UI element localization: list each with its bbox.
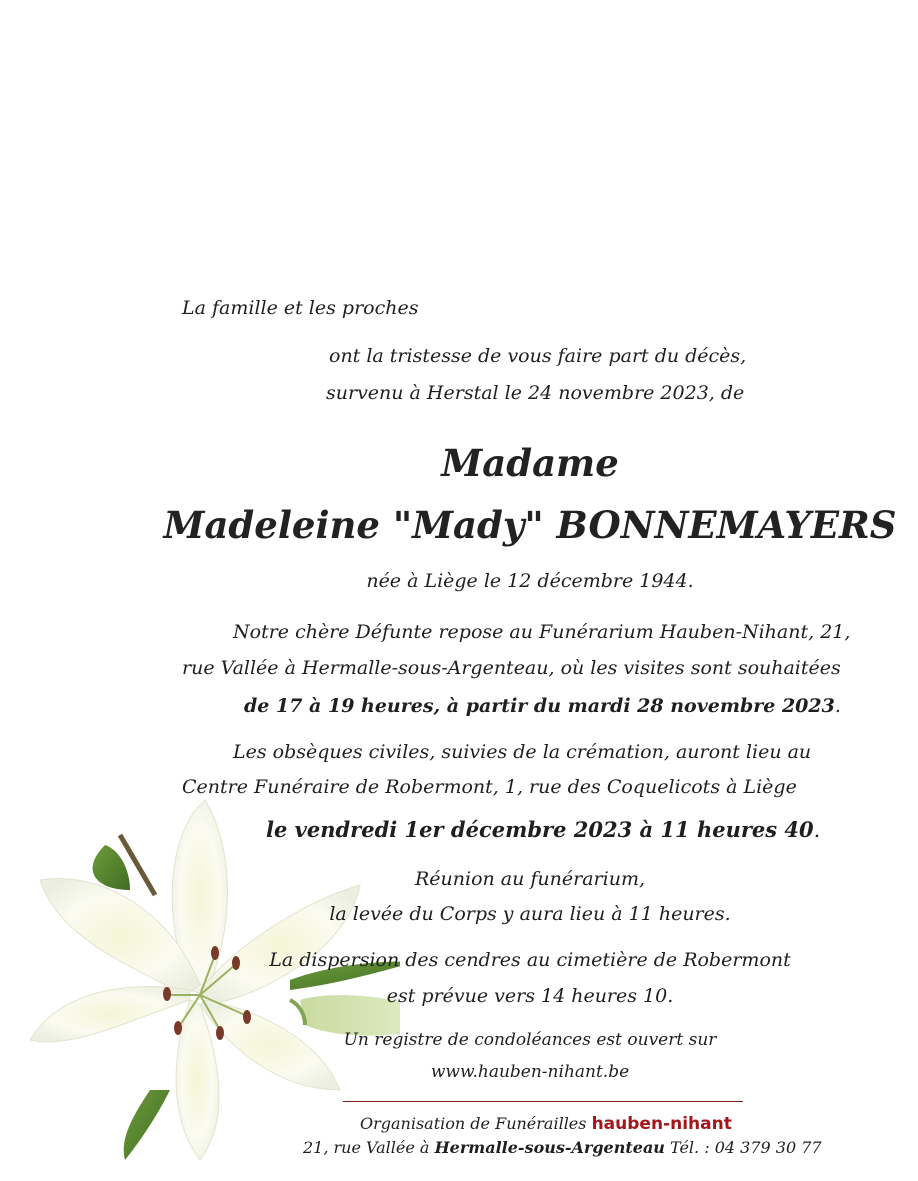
announce-line-2: survenu à Herstal le 24 novembre 2023, de	[326, 382, 745, 404]
obseques-line-2: Centre Funéraire de Robermont, 1, rue des Coquelicots à Liège	[182, 776, 797, 798]
obseques-line-1: Les obsèques civiles, suivies de la crémation, auront lieu au	[233, 741, 812, 763]
deceased-title: Madame	[441, 441, 619, 485]
registry-url[interactable]: www.hauben-nihant.be	[430, 1062, 630, 1082]
registry-line-1: Un registre de condoléances est ouvert sur	[343, 1030, 717, 1050]
footer-address-prefix: 21, rue Vallée à	[303, 1138, 430, 1157]
dispersion-line-1: La dispersion des cendres au cimetière de Robermont	[269, 949, 791, 971]
birth-info: née à Liège le 12 décembre 1944.	[366, 570, 694, 592]
repose-line-2: rue Vallée à Hermalle-sous-Argenteau, où les visites sont souhaitées	[182, 657, 841, 679]
footer-divider	[343, 1101, 743, 1102]
repose-line-1: Notre chère Défunte repose au Funérarium Hauben-Nihant, 21,	[233, 621, 851, 643]
announce-line-1: ont la tristesse de vous faire part du décès,	[329, 345, 747, 367]
ceremony-date: le vendredi 1er décembre 2023 à 11 heures 40.	[266, 817, 821, 842]
visiting-hours: de 17 à 19 heures, à partir du mardi 28 novembre 2023.	[244, 695, 841, 717]
reunion-line-1: Réunion au funérarium,	[414, 868, 646, 890]
footer-phone: Tél. : 04 379 30 77	[670, 1138, 822, 1157]
visiting-hours-text: de 17 à 19 heures, à partir du mardi 28 novembre 2023	[244, 695, 835, 717]
dispersion-line-2: est prévue vers 14 heures 10.	[386, 985, 674, 1007]
deceased-name: Madeleine "Mady" BONNEMAYERS	[163, 503, 897, 547]
reunion-line-2: la levée du Corps y aura lieu à 11 heures.	[329, 903, 731, 925]
lily-flower-illustration	[20, 790, 400, 1170]
footer-address	[303, 1136, 822, 1160]
footer-organisation	[360, 1112, 732, 1136]
intro-text: La famille et les proches	[182, 297, 419, 319]
brand-logo: hauben-nihant	[591, 1114, 732, 1134]
footer-org-label: Organisation de Funérailles	[360, 1114, 587, 1133]
footer-address-city: Hermalle-sous-Argenteau	[434, 1138, 665, 1157]
ceremony-date-text: le vendredi 1er décembre 2023 à 11 heures 40	[266, 817, 814, 842]
